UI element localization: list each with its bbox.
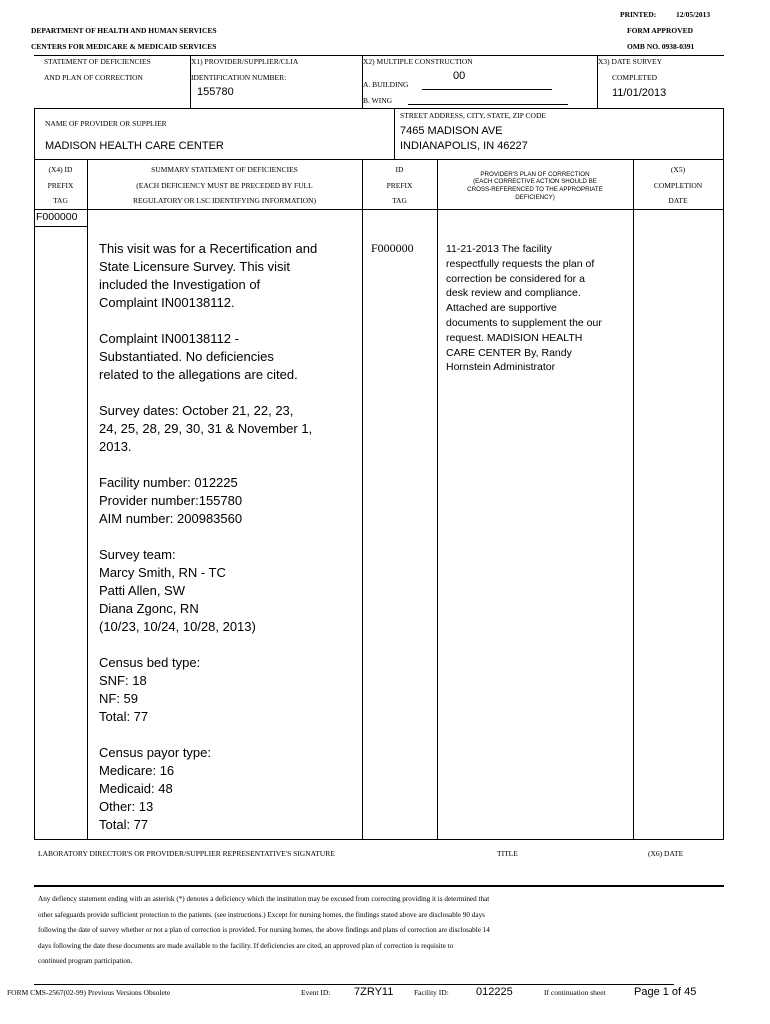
id-header-2: PREFIX (386, 181, 413, 190)
poc-line: respectfully requests the plan of (446, 257, 595, 270)
right-prefix-tag: F000000 (371, 241, 414, 255)
poc-line: Hornstein Administrator (446, 361, 556, 374)
statement-label-1: STATEMENT OF DEFICIENCIES (44, 57, 151, 66)
poc-header-4: DEFICIENCY) (515, 194, 555, 201)
statement-line: Survey dates: October 21, 22, 23, (99, 403, 294, 418)
id-header-1: ID (395, 165, 404, 174)
x1-label-2: IDENTIFICATION NUMBER: (191, 73, 287, 82)
multiple-construction-value: 00 (453, 70, 466, 82)
disclosure-footnote (38, 892, 718, 970)
poc-line: 11-21-2013 The facility (446, 243, 552, 255)
x5-header-1: (X5) (670, 165, 686, 174)
footnote-line: Any defiency statement ending with an asterisk (*) denotes a deficiency which the institution may be excused from correcting providing it is determined that (38, 895, 490, 903)
address-label: STREET ADDRESS, CITY, STATE, ZIP CODE (400, 111, 546, 120)
statement-line (99, 384, 361, 402)
statement-line: Marcy Smith, RN - TC (99, 565, 226, 580)
provider-id-value: 155780 (197, 86, 234, 98)
statement-line: included the Investigation of (99, 277, 261, 292)
summary-header-2: (EACH DEFICIENCY MUST BE PRECEDED BY FULL (136, 181, 313, 190)
id-header-3: TAG (392, 196, 407, 205)
page-number: Page 1 of 45 (634, 986, 697, 998)
poc-header-1: PROVIDER'S PLAN OF CORRECTION (480, 171, 590, 178)
statement-line (99, 456, 361, 474)
poc-header-3: CROSS-REFERENCED TO THE APPROPRIATE (467, 186, 603, 193)
statement-line: Diana Zgonc, RN (99, 601, 199, 616)
poc-line: correction be considered for a (446, 272, 585, 285)
x5-header-3: DATE (668, 196, 688, 205)
omb-number: OMB NO. 0938-0391 (627, 42, 695, 51)
statement-line: Other: 13 (99, 799, 154, 814)
building-label: A. BUILDING (363, 80, 409, 89)
statement-line: Substantiated. No deficiencies (99, 349, 274, 364)
date-label: (X6) DATE (648, 849, 684, 858)
statement-line: Patti Allen, SW (99, 583, 185, 598)
summary-header-3: REGULATORY OR LSC IDENTIFYING INFORMATION) (133, 196, 316, 205)
statement-line (99, 636, 361, 654)
statement-line: State Licensure Survey. This visit (99, 259, 290, 274)
event-id-label: Event ID: (301, 988, 331, 997)
survey-completed-date: 11/01/2013 (612, 87, 667, 99)
poc-line: documents to supplement the our (446, 316, 602, 329)
poc-line: request. MADISION HEALTH (446, 331, 583, 344)
provider-name-label: NAME OF PROVIDER OR SUPPLIER (45, 119, 167, 128)
plan-of-correction (446, 242, 631, 375)
footnote-line: days following the date these documents are made available to the facility. If deficiencies are cited, an approved plan of correction is requisite to (38, 941, 454, 950)
footnote-line: following the date of survey whether or not a plan of correction is provided. For nursing homes, the above findings and plans of correction are disclosable 14 (38, 926, 490, 934)
statement-line: related to the allegations are cited. (99, 367, 298, 382)
x4-header-1: (X4) ID (48, 165, 73, 174)
statement-line: Medicaid: 48 (99, 781, 173, 796)
statement-line: This visit was for a Recertification and (99, 241, 318, 256)
signature-label: LABORATORY DIRECTOR'S OR PROVIDER/SUPPLIER REPRESENTATIVE'S SIGNATURE (38, 849, 335, 858)
statement-label-2: AND PLAN OF CORRECTION (44, 73, 143, 82)
statement-line: Complaint IN00138112. (99, 295, 235, 310)
statement-line (99, 528, 361, 546)
statement-line: Provider number:155780 (99, 493, 243, 508)
statement-line: Facility number: 012225 (99, 475, 238, 490)
provider-name-value: MADISON HEALTH CARE CENTER (45, 140, 224, 152)
wing-label: B. WING (363, 96, 393, 105)
centers-name: CENTERS FOR MEDICARE & MEDICAID SERVICES (31, 42, 217, 51)
x2-label: X2) MULTIPLE CONSTRUCTION (363, 57, 473, 66)
x3-label-1: X3) DATE SURVEY (598, 57, 662, 66)
x3-label-2: COMPLETED (612, 73, 657, 82)
continuation-label: If continuation sheet (544, 988, 606, 997)
statement-line: (10/23, 10/24, 10/28, 2013) (99, 619, 256, 634)
address-line-2: INDIANAPOLIS, IN 46227 (400, 140, 528, 152)
deficiency-statement (99, 240, 361, 834)
event-id-value: 7ZRY11 (354, 986, 394, 998)
statement-line: 2013. (99, 439, 132, 454)
statement-line: Census payor type: (99, 745, 212, 760)
footnote-line: other safeguards provide sufficient protection to the patients. (see instructions.) Except for nursing homes, the findings stated above are disclosable 90 days (38, 910, 485, 919)
statement-line: NF: 59 (99, 691, 139, 706)
department-name: DEPARTMENT OF HEALTH AND HUMAN SERVICES (31, 26, 217, 35)
statement-line: Survey team: (99, 547, 176, 562)
address-line-1: 7465 MADISON AVE (400, 125, 503, 137)
title-label: TITLE (497, 849, 518, 858)
statement-line: Medicare: 16 (99, 763, 175, 778)
statement-line: Total: 77 (99, 817, 149, 832)
statement-line: AIM number: 200983560 (99, 511, 243, 526)
summary-header-1: SUMMARY STATEMENT OF DEFICIENCIES (151, 165, 298, 174)
left-prefix-tag: F000000 (36, 211, 78, 223)
poc-header-2: (EACH CORRECTIVE ACTION SHOULD BE (473, 178, 597, 185)
statement-line: 24, 25, 28, 29, 30, 31 & November 1, (99, 421, 313, 436)
statement-line: Complaint IN00138112 - (99, 331, 239, 346)
x4-header-3: TAG (53, 196, 68, 205)
x5-header-2: COMPLETION (653, 181, 703, 190)
facility-id-value: 012225 (476, 986, 513, 998)
statement-line: Total: 77 (99, 709, 149, 724)
printed-label: PRINTED: (620, 10, 657, 19)
poc-line: desk review and compliance. (446, 287, 581, 300)
poc-line: CARE CENTER By, Randy (446, 346, 572, 359)
statement-line: SNF: 18 (99, 673, 147, 688)
statement-line (99, 312, 361, 330)
x1-label-1: X1) PROVIDER/SUPPLIER/CLIA (191, 57, 299, 66)
form-approved: FORM APPROVED (627, 26, 694, 35)
statement-line: Census bed type: (99, 655, 201, 670)
form-number: FORM CMS-2567(02-99) Previous Versions Obsolete (7, 988, 171, 997)
poc-line: Attached are supportive (446, 302, 557, 315)
footnote-line: continued program participation. (38, 957, 133, 965)
printed-date: 12/05/2013 (676, 10, 711, 19)
x4-header-2: PREFIX (47, 181, 74, 190)
statement-line (99, 726, 361, 744)
facility-id-label: Facility ID: (414, 988, 449, 997)
